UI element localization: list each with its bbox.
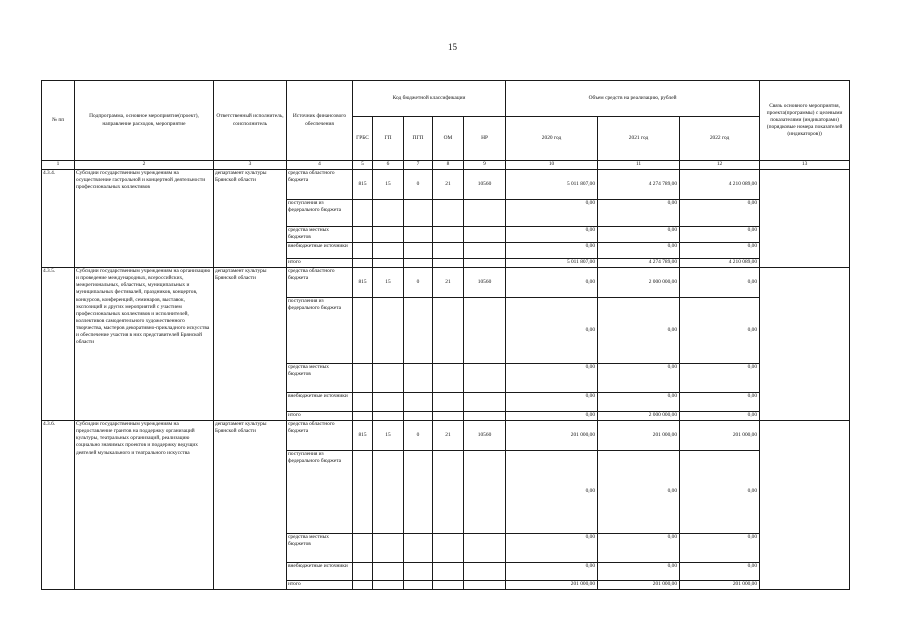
header-gp: ГП <box>373 117 404 161</box>
value-2021: 0,00 <box>598 393 680 412</box>
value-2022: 4 210 089,00 <box>680 259 760 268</box>
link-cell <box>760 170 850 268</box>
section-executor: департамент культуры Брянской области <box>214 268 287 421</box>
source-cell: поступления из федерального бюджета <box>287 298 353 364</box>
value-2021: 0,00 <box>598 563 680 581</box>
value-2020: 5 011 807,00 <box>506 259 598 268</box>
grbs-cell: 815 <box>353 170 373 200</box>
om-cell: 21 <box>433 170 464 200</box>
value-2020: 0,00 <box>506 451 598 534</box>
header-om: ОМ <box>433 117 464 161</box>
header-2022: 2022 год <box>680 117 760 161</box>
column-index: 10 <box>506 161 598 170</box>
value-2021: 0,00 <box>598 364 680 393</box>
source-cell: внебюджетные источники <box>287 393 353 412</box>
value-2021: 0,00 <box>598 451 680 534</box>
value-2021: 2 000 000,00 <box>598 412 680 421</box>
value-2021: 0,00 <box>598 243 680 259</box>
source-cell: средства местных бюджетов <box>287 227 353 243</box>
value-2020: 201 000,00 <box>506 581 598 590</box>
value-2021: 0,00 <box>598 298 680 364</box>
value-2020: 5 011 807,00 <box>506 170 598 200</box>
column-index: 2 <box>75 161 214 170</box>
column-index: 5 <box>353 161 373 170</box>
value-2022: 0,00 <box>680 200 760 227</box>
header-nr: НР <box>464 117 506 161</box>
section-num: 4.3.4. <box>42 170 75 268</box>
header-budget-code: Код бюджетной классификации <box>353 81 506 117</box>
page-number: 15 <box>448 42 457 52</box>
value-2021: 0,00 <box>598 200 680 227</box>
section-executor: департамент культуры Брянской области <box>214 170 287 268</box>
grbs-cell: 815 <box>353 268 373 298</box>
header-source: Источник финансового обеспечения <box>287 81 353 161</box>
value-2022: 0,00 <box>680 243 760 259</box>
source-cell: внебюджетные источники <box>287 243 353 259</box>
link-cell <box>760 268 850 421</box>
value-2020: 0,00 <box>506 393 598 412</box>
header-volume: Объем средств на реализацию, рублей <box>506 81 760 117</box>
header-2020: 2020 год <box>506 117 598 161</box>
value-2022: 0,00 <box>680 227 760 243</box>
column-index: 4 <box>287 161 353 170</box>
column-index: 8 <box>433 161 464 170</box>
table-header <box>42 81 850 170</box>
value-2021: 4 274 789,00 <box>598 170 680 200</box>
source-cell: средства областного бюджета <box>287 421 353 451</box>
value-2020: 0,00 <box>506 364 598 393</box>
value-2022: 0,00 <box>680 534 760 563</box>
om-cell: 21 <box>433 421 464 451</box>
source-cell: итого <box>287 581 353 590</box>
nr-cell: 10560 <box>464 421 506 451</box>
column-index: 11 <box>598 161 680 170</box>
value-2022: 4 210 089,00 <box>680 170 760 200</box>
source-cell: поступления из федерального бюджета <box>287 451 353 534</box>
header-link: Связь основного мероприятия, проекта(программы) с целевыми показателями (индикаторами) (порядковые номера показателей (индикаторов)) <box>760 81 850 161</box>
gp-cell: 15 <box>373 421 404 451</box>
section-num: 4.3.5. <box>42 268 75 421</box>
value-2022: 0,00 <box>680 268 760 298</box>
column-index: 1 <box>42 161 75 170</box>
table-row <box>42 421 850 451</box>
column-index: 13 <box>760 161 850 170</box>
header-program: Подпрограмма, основное мероприятие(проект), направление расходов, мероприятие <box>75 81 214 161</box>
value-2020: 0,00 <box>506 563 598 581</box>
value-2022: 0,00 <box>680 451 760 534</box>
section-4-3-6 <box>42 421 850 590</box>
section-name: Субсидии государственным учреждениям на осуществление гастрольной и концертной деятельности профессиональных коллективов <box>75 170 214 268</box>
budget-table <box>41 80 850 590</box>
value-2022: 0,00 <box>680 298 760 364</box>
value-2022: 201 000,00 <box>680 581 760 590</box>
om-cell: 21 <box>433 268 464 298</box>
value-2020: 0,00 <box>506 200 598 227</box>
value-2020: 0,00 <box>506 412 598 421</box>
value-2021: 0,00 <box>598 534 680 563</box>
gp-cell: 15 <box>373 268 404 298</box>
gp-cell: 15 <box>373 170 404 200</box>
source-cell: внебюджетные источники <box>287 563 353 581</box>
column-index: 6 <box>373 161 404 170</box>
source-cell: итого <box>287 412 353 421</box>
section-4-3-5 <box>42 268 850 421</box>
value-2022: 0,00 <box>680 364 760 393</box>
header-2021: 2021 год <box>598 117 680 161</box>
value-2021: 4 274 789,00 <box>598 259 680 268</box>
section-name: Субсидии государственным учреждениям на предоставление грантов на поддержку организаций культуры, театральных организаций, реализацию социально значимых проектов и поддержку ведущих деятелей музыкального и театрального искусства <box>75 421 214 590</box>
header-pgp: ПГП <box>404 117 433 161</box>
pgp-cell: 0 <box>404 421 433 451</box>
value-2022: 0,00 <box>680 393 760 412</box>
source-cell: итого <box>287 259 353 268</box>
value-2020: 0,00 <box>506 298 598 364</box>
value-2021: 201 000,00 <box>598 421 680 451</box>
nr-cell: 10560 <box>464 170 506 200</box>
pgp-cell: 0 <box>404 268 433 298</box>
header-executor: Ответственный исполнитель, соисполнитель <box>214 81 287 161</box>
table-row <box>42 170 850 200</box>
value-2020: 0,00 <box>506 243 598 259</box>
value-2021: 0,00 <box>598 227 680 243</box>
value-2020: 201 000,00 <box>506 421 598 451</box>
section-4-3-4 <box>42 170 850 268</box>
value-2022: 0,00 <box>680 412 760 421</box>
value-2022: 201 000,00 <box>680 421 760 451</box>
value-2020: 0,00 <box>506 534 598 563</box>
value-2021: 201 000,00 <box>598 581 680 590</box>
source-cell: поступления из федерального бюджета <box>287 200 353 227</box>
section-name: Субсидии государственным учреждениям на организацию и проведение международных, всероссийских, межрегиональных, областных, муниципальных и муниципальных фестивалей, праздников, концертов, конкурсов, конференций, семинаров, выставок, экспозиций и других мероприятий с участием профессиональных коллективов и исполнителей, коллективов самодеятельного художественного творчества, мастеров декоративно-прикладного искусства и обеспечение участия в них представителей Брянской области <box>75 268 214 421</box>
column-index-row <box>42 161 850 170</box>
source-cell: средства областного бюджета <box>287 170 353 200</box>
value-2020: 0,00 <box>506 227 598 243</box>
value-2022: 0,00 <box>680 563 760 581</box>
column-index: 9 <box>464 161 506 170</box>
column-index: 12 <box>680 161 760 170</box>
value-2021: 2 000 000,00 <box>598 268 680 298</box>
header-grbs: ГРБС <box>353 117 373 161</box>
pgp-cell: 0 <box>404 170 433 200</box>
section-num: 4.3.6. <box>42 421 75 590</box>
section-executor: департамент культуры Брянской области <box>214 421 287 590</box>
header-num: № пп <box>42 81 75 161</box>
source-cell: средства местных бюджетов <box>287 534 353 563</box>
link-cell <box>760 421 850 590</box>
grbs-cell: 815 <box>353 421 373 451</box>
source-cell: средства местных бюджетов <box>287 364 353 393</box>
value-2020: 0,00 <box>506 268 598 298</box>
table-row <box>42 268 850 298</box>
source-cell: средства областного бюджета <box>287 268 353 298</box>
nr-cell: 10560 <box>464 268 506 298</box>
column-index: 3 <box>214 161 287 170</box>
column-index: 7 <box>404 161 433 170</box>
